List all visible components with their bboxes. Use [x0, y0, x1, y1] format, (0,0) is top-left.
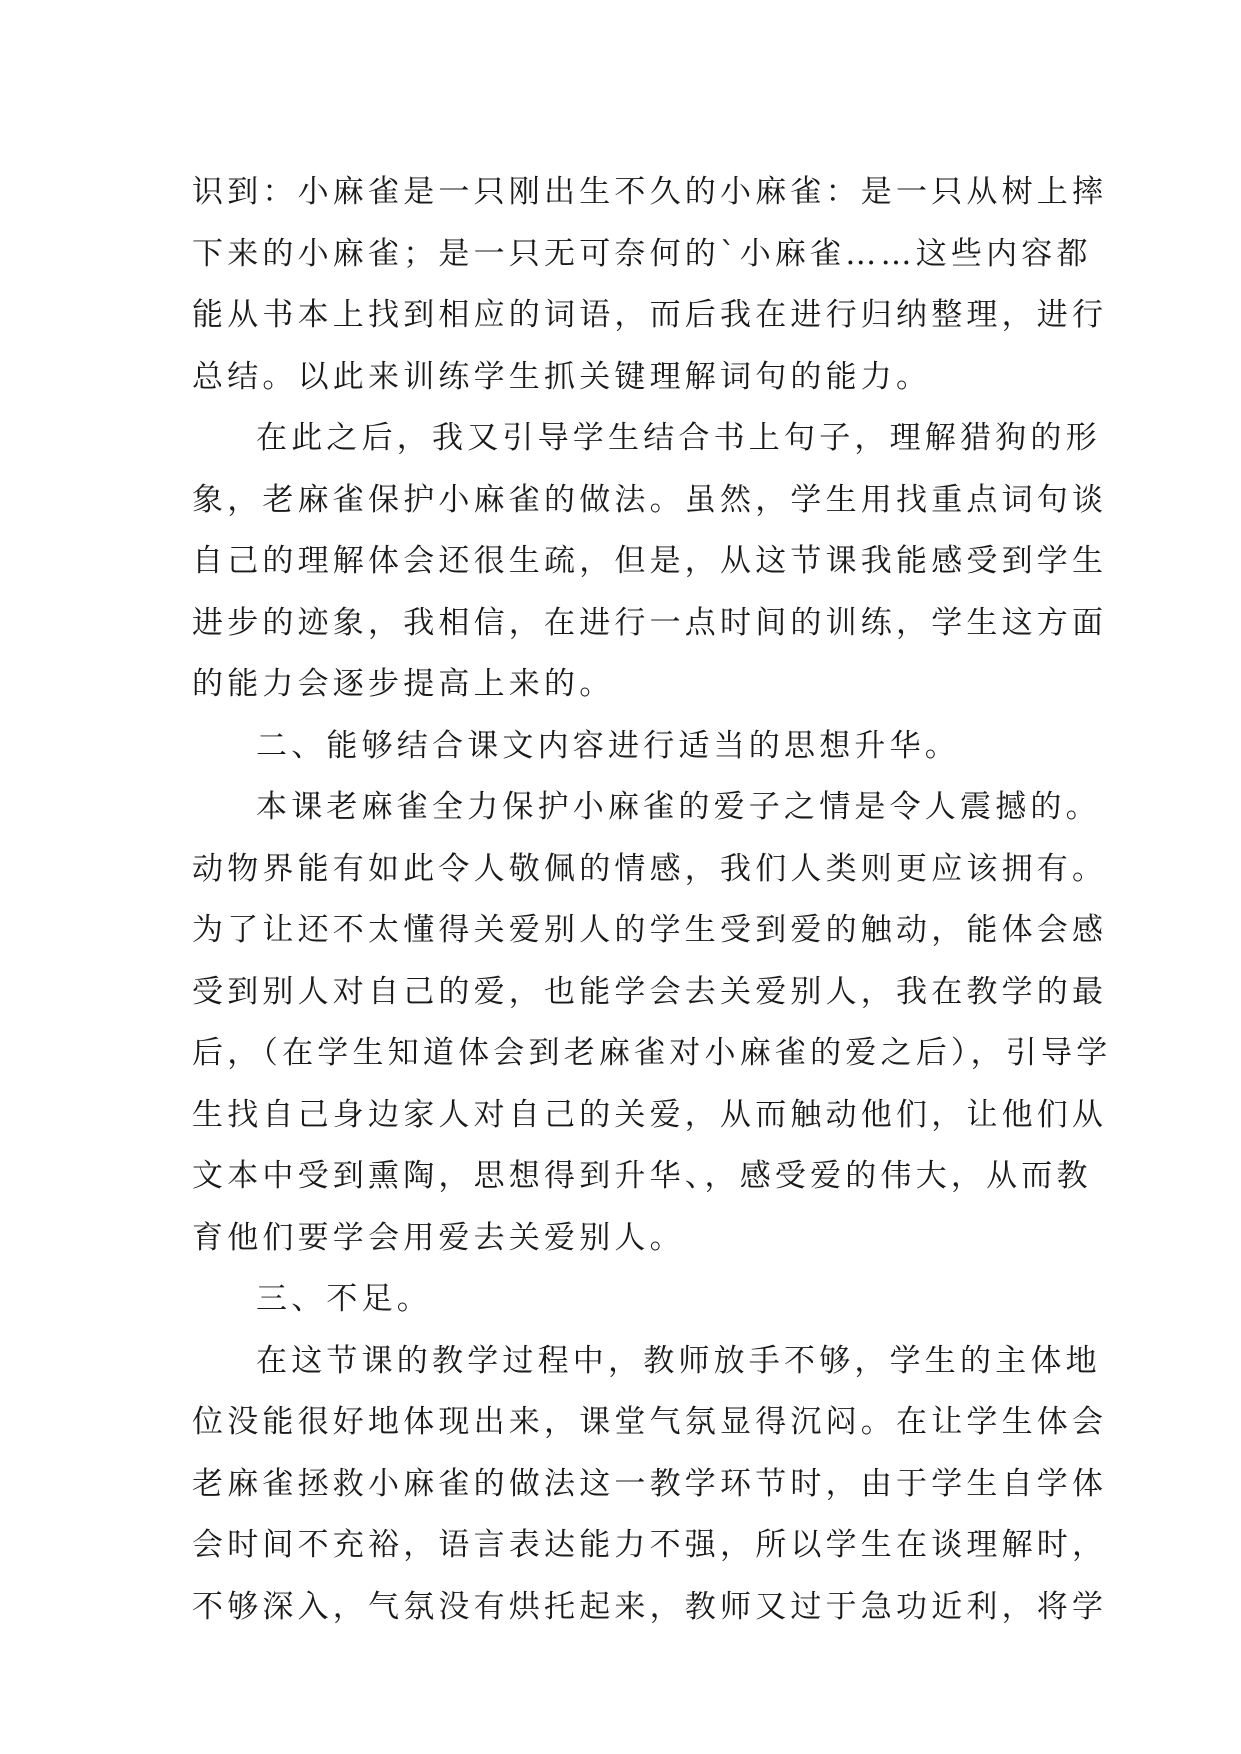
- text-line: 受到别人对自己的爱，也能学会去关爱别人，我在教学的最: [192, 973, 1108, 1010]
- text-line: 总结。以此来训练学生抓关键理解词句的能力。: [192, 358, 932, 395]
- text-line: 本课老麻雀全力保护小麻雀的爱子之情是令人震撼的。: [256, 789, 1101, 825]
- text-line: 三、不足。: [256, 1281, 432, 1317]
- text-line: 二、能够结合课文内容进行适当的思想升华。: [256, 727, 960, 764]
- text-line: 自己的理解体会还很生疏，但是，从这节课我能感受到学生: [192, 543, 1108, 579]
- text-line: 后，（在学生知道体会到老麻雀对小麻雀的爱之后），引导学: [192, 1035, 1112, 1071]
- text-line: 生找自己身边家人对自己的关爱，从而触动他们，让他们从: [192, 1096, 1108, 1133]
- text-line: 育他们要学会用爱去关爱别人。: [192, 1219, 685, 1256]
- text-line: 在这节课的教学过程中，教师放手不够，学生的主体地: [256, 1342, 1101, 1379]
- text-line: 老麻雀拯救小麻雀的做法这一教学环节时，由于学生自学体: [192, 1465, 1108, 1502]
- text-line: 的能力会逐步提高上来的。: [192, 666, 615, 702]
- text-line: 进步的迹象，我相信，在进行一点时间的训练，学生这方面: [192, 604, 1108, 641]
- text-line: 位没能很好地体现出来，课堂气氛显得沉闷。在让学生体会: [192, 1404, 1108, 1440]
- text-line: 识到：小麻雀是一只刚出生不久的小麻雀：是一只从树上摔: [192, 174, 1108, 210]
- text-line: 为了让还不太懂得关爱别人的学生受到爱的触动，能体会感: [192, 912, 1108, 948]
- text-line: 不够深入，气氛没有烘托起来，教师又过于急功近利，将学: [192, 1588, 1108, 1625]
- document-body: [192, 162, 1112, 1638]
- text-line: 在此之后，我又引导学生结合书上句子，理解猎狗的形: [256, 420, 1101, 456]
- text-line: 象，老麻雀保护小麻雀的做法。虽然，学生用找重点词句谈: [192, 481, 1108, 518]
- text-line: 下来的小麻雀；是一只无可奈何的`小麻雀……这些内容都: [192, 235, 1092, 272]
- text-line: 动物界能有如此令人敬佩的情感，我们人类则更应该拥有。: [192, 850, 1108, 887]
- text-line: 文本中受到熏陶，思想得到升华、，感受爱的伟大，从而教: [192, 1158, 1092, 1194]
- text-line: 会时间不充裕，语言表达能力不强，所以学生在谈理解时，: [192, 1527, 1108, 1563]
- text-line: 能从书本上找到相应的词语，而后我在进行归纳整理，进行: [192, 297, 1108, 333]
